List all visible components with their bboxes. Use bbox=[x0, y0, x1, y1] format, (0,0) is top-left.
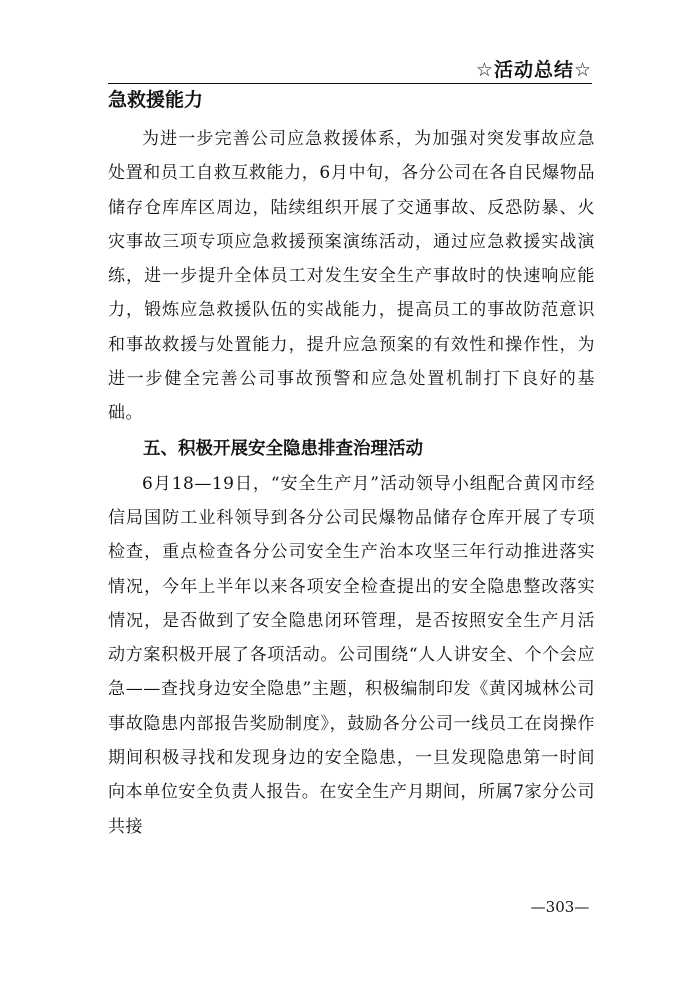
paragraph-emergency-rescue: 为进一步完善公司应急救援体系，为加强对突发事故应急处置和员工自救互救能力，6月中旬，各分公司在各自民爆物品储存仓库库区周边，陆续组织开展了交通事故、反恐防暴、火灾事故三项专项应急救援预案演练活动，通过应急救援实战演练，进一步提升全体员工对发生安全生产事故时的快速响应能力，锻炼应急救援队伍的实战能力，提高员工的事故防范意识和事故救援与处置能力，提升应急预案的有效性和操作性，为进一步健全完善公司事故预警和应急处置机制打下良好的基础。 bbox=[108, 129, 595, 424]
top-heading: 急救援能力 bbox=[108, 89, 204, 111]
header-title: ☆活动总结☆ bbox=[475, 59, 592, 81]
document-body bbox=[108, 86, 595, 844]
paragraph-hazard-inspection: 6月18—19日，“安全生产月”活动领导小组配合黄冈市经信局国防工业科领导到各分公司民爆物品储存仓库开展了专项检查，重点检查各分公司安全生产治本攻坚三年行动推进落实情况，今年上半年以来各项安全检查提出的安全隐患整改落实情况，是否做到了安全隐患闭环管理，是否按照安全生产月活动方案积极开展了各项活动。公司围绕“人人讲安全、个个会应急——查找身边安全隐患”主题，积极编制印发《黄冈城林公司事故隐患内部报告奖励制度》，鼓励各分公司一线员工在岗操作期间积极寻找和发现身边的安全隐患，一旦发现隐患第一时间向本单位安全负责人报告。在安全生产月期间，所属7家分公司共接 bbox=[108, 473, 595, 837]
page-header bbox=[108, 55, 592, 84]
page-number: —303— bbox=[530, 898, 590, 916]
section-5-heading: 五、积极开展安全隐患排查治理活动 bbox=[143, 438, 423, 459]
